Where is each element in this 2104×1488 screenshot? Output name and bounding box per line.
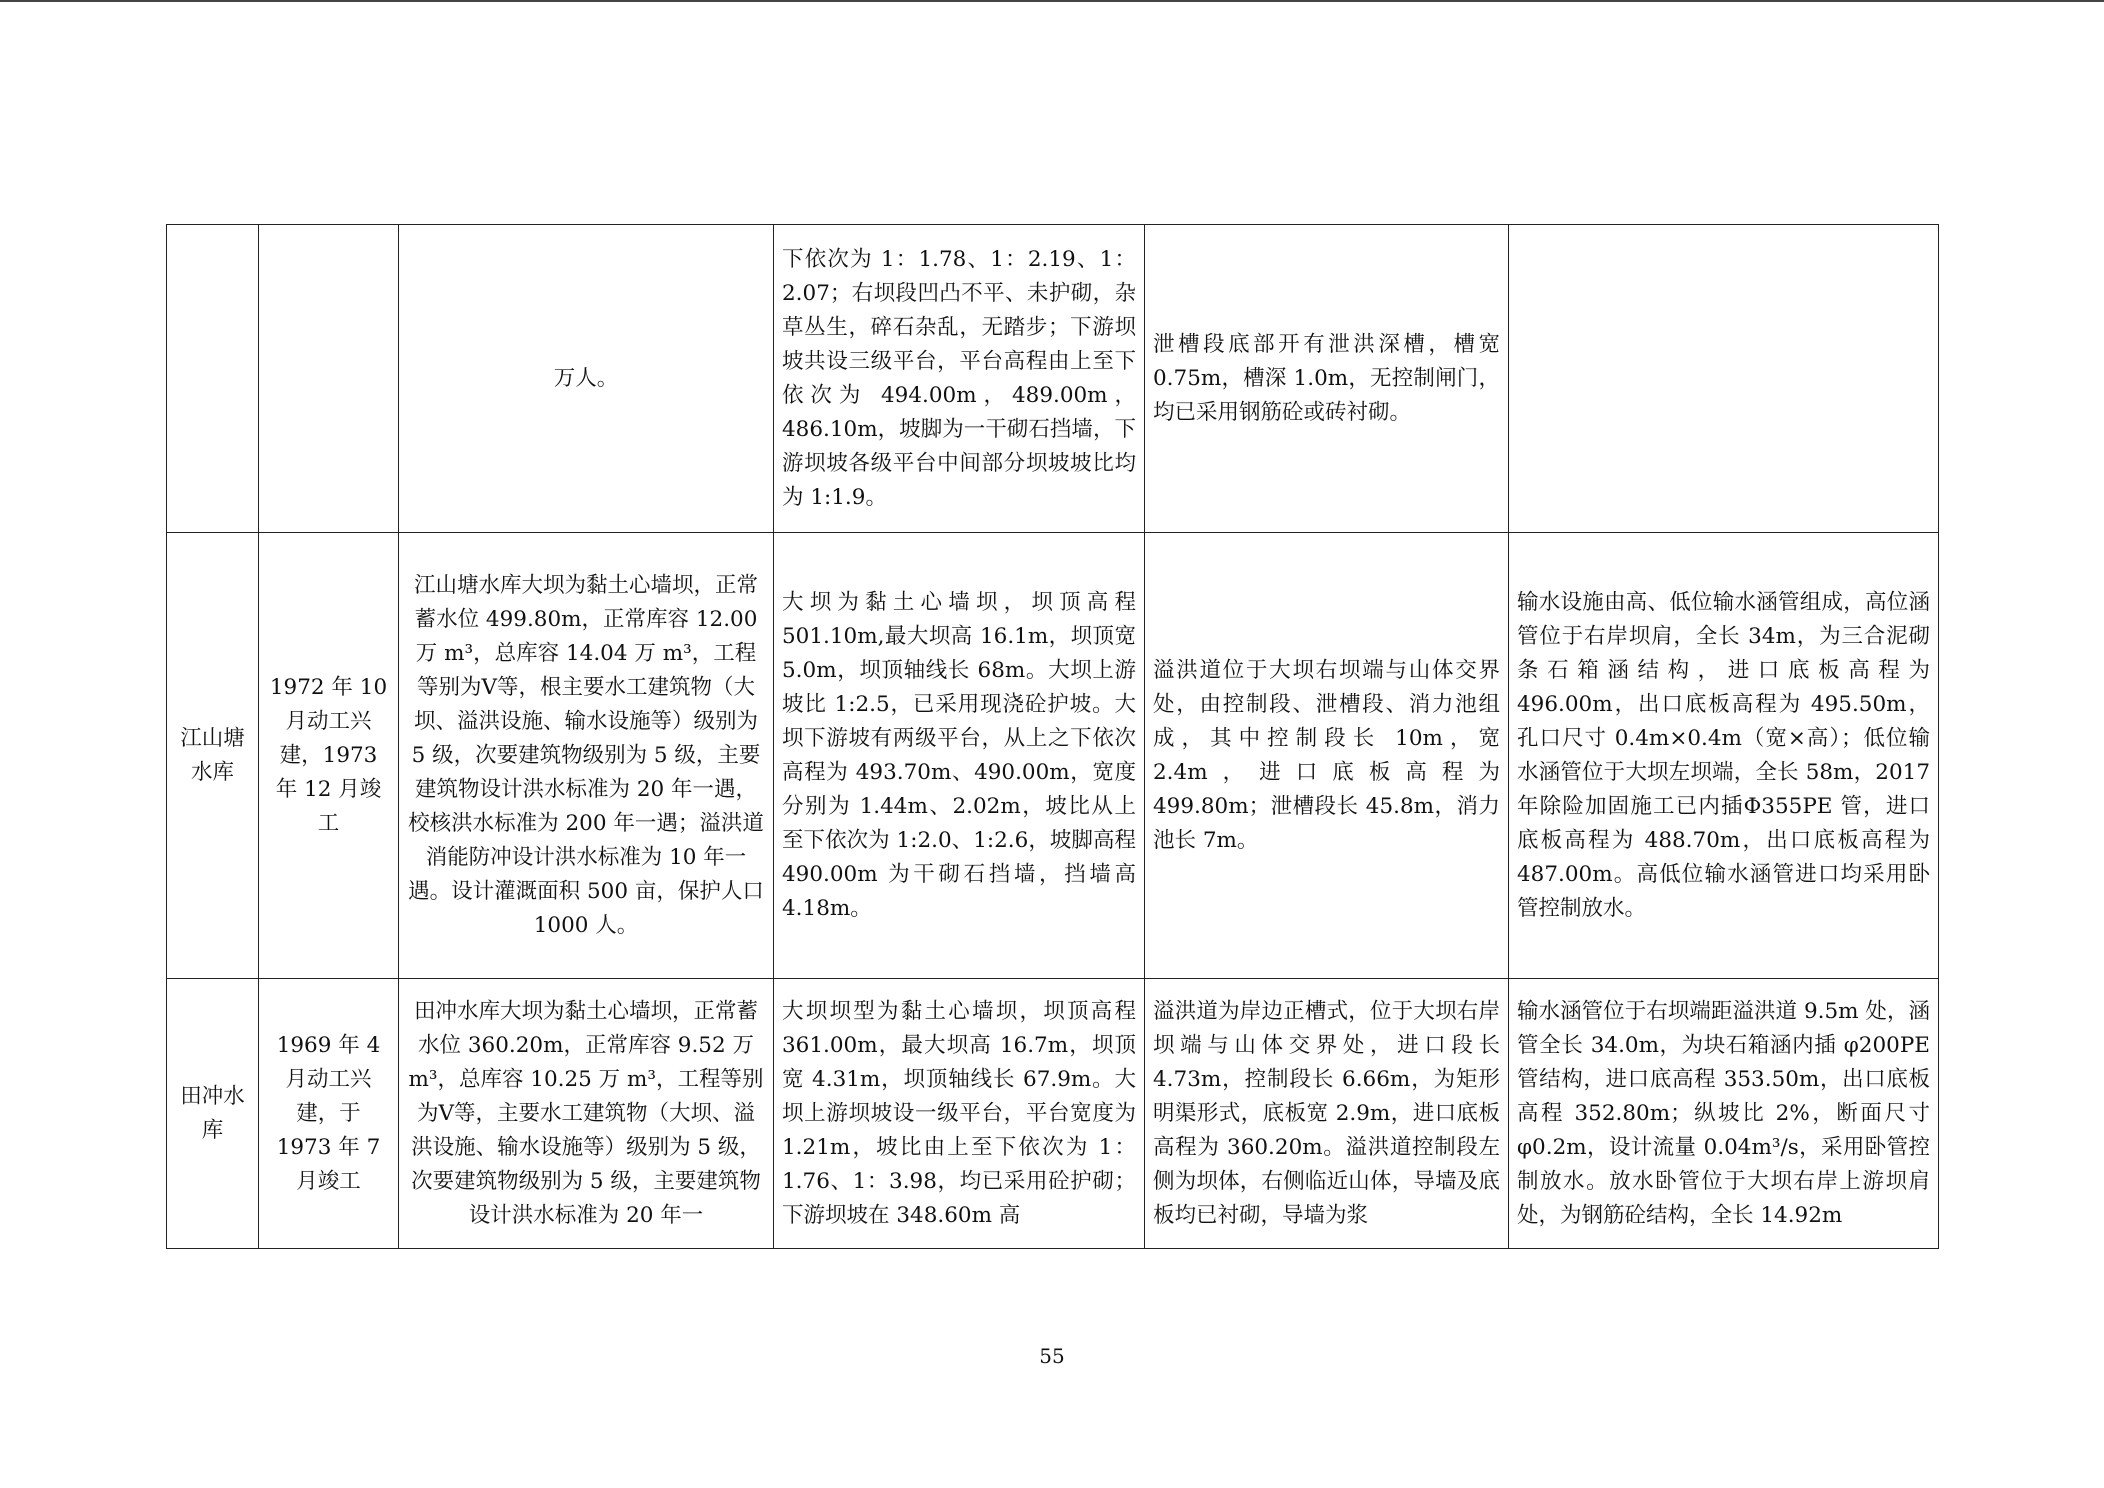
- spillway-description-cell: 泄槽段底部开有泄洪深槽，槽宽 0.75m，槽深 1.0m，无控制闸门，均已采用钢筋砼或砖衬砌。: [1145, 225, 1509, 533]
- table-row: [167, 225, 1939, 533]
- page-number: 55: [1039, 1344, 1065, 1368]
- top-border-line: [0, 0, 2104, 2]
- construction-time-cell: 1969 年 4 月动工兴建，于 1973 年 7 月竣工: [259, 979, 399, 1249]
- dam-description-cell: 下依次为 1：1.78、1：2.19、1：2.07；右坝段凹凸不平、未护砌，杂草丛生，碎石杂乱，无踏步；下游坝坡共设三级平台，平台高程由上至下依次为 494.00m，489.00m，486.10m，坡脚为一干砌石挡墙，下游坝坡各级平台中间部分坝坡坡比均为 1:1.9。: [774, 225, 1145, 533]
- construction-time-cell: [259, 225, 399, 533]
- construction-time-cell: 1972 年 10 月动工兴建，1973 年 12 月竣工: [259, 533, 399, 979]
- reservoir-name-cell: [167, 225, 259, 533]
- project-scale-cell: 万人。: [399, 225, 774, 533]
- project-scale-cell: 田冲水库大坝为黏土心墙坝，正常蓄水位 360.20m，正常库容 9.52 万 m³，总库容 10.25 万 m³，工程等别为Ⅴ等，主要水工建筑物（大坝、溢洪设施、输水设施等）级别为 5 级，次要建筑物级别为 5 级，主要建筑物设计洪水标准为 20 年一: [399, 979, 774, 1249]
- table-row: [167, 533, 1939, 979]
- dam-description-cell: 大坝坝型为黏土心墙坝，坝顶高程 361.00m，最大坝高 16.7m，坝顶宽 4.31m，坝顶轴线长 67.9m。大坝上游坝坡设一级平台，平台宽度为 1.21m，坡比由上至下依次为 1：1.76、1：3.98，均已采用砼护砌；下游坝坡在 348.60m 高: [774, 979, 1145, 1249]
- water-conveyance-cell: [1509, 225, 1939, 533]
- dam-description-cell: 大坝为黏土心墙坝，坝顶高程 501.10m,最大坝高 16.1m，坝顶宽 5.0m，坝顶轴线长 68m。大坝上游坡比 1:2.5，已采用现浇砼护坡。大坝下游坡有两级平台，从上之下依次高程为 493.70m、490.00m，宽度分别为 1.44m、2.02m，坡比从上至下依次为 1:2.0、1:2.6，坡脚高程 490.00m 为干砌石挡墙，挡墙高 4.18m。: [774, 533, 1145, 979]
- reservoir-info-table: [166, 224, 1939, 1249]
- reservoir-name-cell: 江山塘水库: [167, 533, 259, 979]
- table-row: [167, 979, 1939, 1249]
- spillway-description-cell: 溢洪道为岸边正槽式，位于大坝右岸坝端与山体交界处，进口段长 4.73m，控制段长 6.66m，为矩形明渠形式，底板宽 2.9m，进口底板高程为 360.20m。溢洪道控制段左侧为坝体，右侧临近山体，导墙及底板均已衬砌，导墙为浆: [1145, 979, 1509, 1249]
- reservoir-name-cell: 田冲水库: [167, 979, 259, 1249]
- water-conveyance-cell: 输水设施由高、低位输水涵管组成，高位涵管位于右岸坝肩，全长 34m，为三合泥砌条石箱涵结构，进口底板高程为 496.00m，出口底板高程为 495.50m，孔口尺寸 0.4m×0.4m（宽×高）；低位输水涵管位于大坝左坝端，全长 58m，2017 年除险加固施工已内插Φ355PE 管，进口底板高程为 488.70m，出口底板高程为 487.00m。高低位输水涵管进口均采用卧管控制放水。: [1509, 533, 1939, 979]
- project-scale-cell: 江山塘水库大坝为黏土心墙坝，正常蓄水位 499.80m，正常库容 12.00 万 m³，总库容 14.04 万 m³，工程等别为Ⅴ等，根主要水工建筑物（大坝、溢洪设施、输水设施等）级别为 5 级，次要建筑物级别为 5 级，主要建筑物设计洪水标准为 20 年一遇，校核洪水标准为 200 年一遇；溢洪道消能防冲设计洪水标准为 10 年一遇。设计灌溉面积 500 亩，保护人口 1000 人。: [399, 533, 774, 979]
- spillway-description-cell: 溢洪道位于大坝右坝端与山体交界处，由控制段、泄槽段、消力池组成，其中控制段长 10m，宽 2.4m，进口底板高程为 499.80m；泄槽段长 45.8m，消力池长 7m。: [1145, 533, 1509, 979]
- water-conveyance-cell: 输水涵管位于右坝端距溢洪道 9.5m 处，涵管全长 34.0m，为块石箱涵内插 φ200PE 管结构，进口底高程 353.50m，出口底板高程 352.80m；纵坡比 2%，断面尺寸φ0.2m，设计流量 0.04m³/s，采用卧管控制放水。放水卧管位于大坝右岸上游坝肩处，为钢筋砼结构，全长 14.92m: [1509, 979, 1939, 1249]
